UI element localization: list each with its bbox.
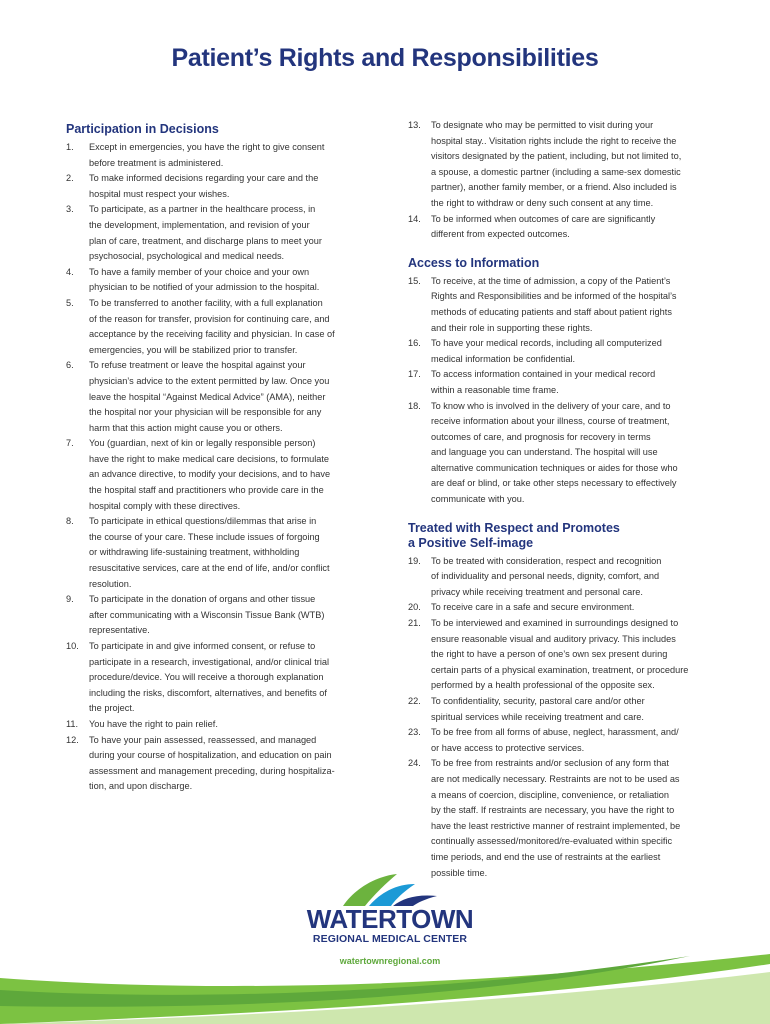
item-text-line: You have the right to pain relief. bbox=[89, 718, 218, 729]
item-text-line: psychosocial, psychological and medical needs. bbox=[89, 251, 285, 262]
item-number: 4. bbox=[66, 266, 74, 277]
list-item bbox=[408, 600, 708, 616]
item-text-line: possible time. bbox=[431, 867, 488, 878]
item-number: 20. bbox=[408, 602, 421, 613]
item-text-line: hospital comply with these directives. bbox=[89, 500, 241, 511]
item-text-line: plan of care, treatment, and discharge plans to meet your bbox=[89, 235, 322, 246]
item-number: 5. bbox=[66, 297, 74, 308]
item-text-line: a means of coercion, discipline, convenience, or retaliation bbox=[431, 789, 669, 800]
item-text-line: visitors designated by the patient, including, but not limited to, bbox=[431, 151, 682, 162]
item-text-line: To have your pain assessed, reassessed, and managed bbox=[89, 734, 317, 745]
item-text-line: or withdrawing life-sustaining treatment, withholding bbox=[89, 547, 300, 558]
list-item bbox=[408, 118, 708, 212]
section-heading-respect-line1: Treated with Respect and Promotes bbox=[408, 520, 620, 535]
rights-list-respect bbox=[408, 554, 708, 881]
list-item bbox=[408, 756, 708, 881]
item-number: 22. bbox=[408, 696, 421, 706]
list-item bbox=[408, 554, 708, 601]
list-item bbox=[66, 202, 366, 264]
list-item bbox=[66, 140, 366, 171]
item-text-line: during your course of hospitalization, and education on pain bbox=[89, 750, 332, 761]
item-text-line: To be free from restraints and/or seclusion of any form that bbox=[431, 758, 669, 769]
item-text-line: of the reason for transfer, provision for continuing care, and bbox=[89, 313, 330, 324]
section-heading-respect-line2: a Positive Self-image bbox=[408, 535, 534, 550]
item-text-line: receive information about your illness, course of treatment, bbox=[431, 416, 670, 427]
item-text-line: To confidentiality, security, pastoral care and/or other bbox=[431, 696, 645, 706]
item-number: 23. bbox=[408, 727, 421, 738]
item-text-line: To access information contained in your medical record bbox=[431, 369, 656, 380]
item-number: 14. bbox=[408, 213, 421, 224]
item-text-line: To receive care in a safe and secure environment. bbox=[431, 602, 635, 613]
item-text-line: You (guardian, next of kin or legally responsible person) bbox=[89, 438, 316, 449]
list-item bbox=[66, 639, 366, 717]
list-item bbox=[408, 694, 708, 725]
item-text-line: hospital stay.. Visitation rights include the right to receive the bbox=[431, 135, 677, 146]
item-text-line: To be informed when outcomes of care are significantly bbox=[431, 213, 656, 224]
item-text-line: resolution. bbox=[89, 578, 132, 589]
section-heading-access: Access to Information bbox=[408, 255, 540, 270]
list-item bbox=[408, 367, 708, 398]
list-item bbox=[408, 399, 708, 508]
section-heading-respect bbox=[408, 521, 708, 551]
item-text-line: ensure reasonable visual and auditory privacy. This includes bbox=[431, 633, 676, 644]
rights-list bbox=[66, 140, 366, 795]
list-item bbox=[66, 717, 366, 733]
item-text-line: and their role in supporting these rights. bbox=[431, 322, 593, 333]
item-text-line: To participate in ethical questions/dilemmas that arise in bbox=[89, 516, 317, 527]
list-item bbox=[408, 725, 708, 756]
item-text-line: an advance directive, to modify your decisions, and to have bbox=[89, 469, 331, 480]
item-text-line: To be treated with consideration, respect and recognition bbox=[431, 555, 662, 566]
item-text-line: acceptance by the receiving facility and physician. In case of bbox=[89, 329, 335, 340]
item-text-line: the development, implementation, and revision of your bbox=[89, 219, 310, 230]
right-column bbox=[408, 118, 708, 881]
item-text-line: have the right to make medical care decisions, to formulate bbox=[89, 453, 330, 464]
list-item bbox=[66, 296, 366, 358]
list-item bbox=[66, 733, 366, 795]
item-text-line: To know who is involved in the delivery of your care, and to bbox=[431, 400, 671, 411]
item-number: 9. bbox=[66, 594, 74, 605]
rights-list-access bbox=[408, 274, 708, 508]
item-text-line: after communicating with a Wisconsin Tissue Bank (WTB) bbox=[89, 609, 325, 620]
item-text-line: time periods, and end the use of restraints at the earliest bbox=[431, 851, 661, 862]
rights-list-continued bbox=[408, 118, 708, 243]
item-text-line: hospital must respect your wishes. bbox=[89, 188, 230, 199]
item-text-line: by the staff. If restraints are necessary, you have the right to bbox=[431, 805, 675, 816]
item-number: 3. bbox=[66, 204, 74, 215]
item-text-line: To refuse treatment or leave the hospital against your bbox=[89, 360, 306, 371]
list-item bbox=[408, 212, 708, 243]
section-heading-participation: Participation in Decisions bbox=[66, 122, 219, 136]
item-text-line: To make informed decisions regarding your care and the bbox=[89, 173, 319, 184]
left-column bbox=[66, 122, 366, 795]
item-text-line: To have a family member of your choice and your own bbox=[89, 266, 310, 277]
item-number: 13. bbox=[408, 120, 421, 130]
item-text-line: To be free from all forms of abuse, neglect, harassment, and/ bbox=[431, 727, 679, 738]
item-text-line: physician’s advice to the extent permitted by law. Once you bbox=[89, 375, 330, 386]
item-text-line: leave the hospital “Against Medical Advice” (AMA), neither bbox=[89, 391, 326, 402]
item-text-line: partner), another family member, or a friend. Also included is bbox=[431, 182, 677, 193]
list-item bbox=[66, 514, 366, 592]
item-text-line: privacy while receiving treatment and personal care. bbox=[431, 586, 643, 597]
item-text-line: participate in a research, investigational, and/or clinical trial bbox=[89, 656, 330, 667]
item-text-line: resuscitative services, care at the end of life, and/or conflict bbox=[89, 563, 330, 574]
item-text-line: performed by a health professional of the opposite sex. bbox=[431, 680, 655, 691]
item-text-line: communicate with you. bbox=[431, 494, 525, 505]
item-text-line: including the risks, discomfort, alternatives, and benefits of bbox=[89, 687, 327, 698]
item-number: 18. bbox=[408, 400, 421, 411]
item-text-line: To be interviewed and examined in surroundings designed to bbox=[431, 618, 679, 629]
item-text-line: To participate, as a partner in the healthcare process, in bbox=[89, 204, 316, 215]
item-text-line: the right to have a person of one’s own sex present during bbox=[431, 649, 668, 660]
item-number: 12. bbox=[66, 734, 79, 745]
item-number: 7. bbox=[66, 438, 74, 449]
logo-subtitle: REGIONAL MEDICAL CENTER bbox=[312, 933, 468, 945]
item-number: 6. bbox=[66, 360, 74, 371]
item-text-line: emergencies, you will be stabilized prior to transfer. bbox=[89, 344, 298, 355]
item-number: 2. bbox=[66, 173, 74, 184]
website-link[interactable]: watertownregional.com bbox=[339, 956, 441, 966]
item-text-line: To receive, at the time of admission, a copy of the Patient’s bbox=[431, 275, 671, 286]
item-number: 8. bbox=[66, 516, 74, 527]
item-text-line: the right to withdraw or deny such consent at any time. bbox=[431, 197, 654, 208]
list-item bbox=[66, 265, 366, 296]
item-text-line: methods of educating patients and staff about patient rights bbox=[431, 306, 672, 317]
item-number: 24. bbox=[408, 758, 421, 769]
item-text-line: To participate in the donation of organs and other tissue bbox=[89, 594, 316, 605]
item-text-line: To have your medical records, including all computerized bbox=[431, 338, 662, 349]
item-text-line: within a reasonable time frame. bbox=[431, 384, 559, 395]
list-item bbox=[408, 274, 708, 336]
list-item bbox=[66, 436, 366, 514]
item-text-line: representative. bbox=[89, 625, 150, 636]
list-item bbox=[66, 171, 366, 202]
item-text-line: continually assessed/monitored/re-evaluated within specific bbox=[431, 836, 673, 847]
green-swoosh-decoration bbox=[0, 950, 770, 1024]
item-text-line: a spouse, a domestic partner (including a same-sex domestic bbox=[431, 166, 681, 177]
item-number: 17. bbox=[408, 369, 421, 380]
item-text-line: assessment and management preceding, during hospitaliza- bbox=[89, 765, 335, 776]
list-item bbox=[408, 616, 708, 694]
item-text-line: before treatment is administered. bbox=[89, 157, 224, 168]
item-text-line: physician to be notified of your admission to the hospital. bbox=[89, 282, 320, 293]
item-number: 16. bbox=[408, 338, 421, 349]
list-item bbox=[66, 592, 366, 639]
item-number: 10. bbox=[66, 641, 79, 651]
item-text-line: different from expected outcomes. bbox=[431, 229, 570, 240]
item-text-line: harm that this action might cause you or others. bbox=[89, 422, 283, 433]
item-text-line: the hospital staff and practitioners who provide care in the bbox=[89, 485, 324, 496]
item-text-line: Except in emergencies, you have the right to give consent bbox=[89, 142, 325, 152]
logo-wordmark: WATERTOWN bbox=[306, 904, 474, 934]
item-text-line: To designate who may be permitted to visit during your bbox=[431, 120, 654, 130]
item-number: 21. bbox=[408, 618, 421, 629]
item-number: 11. bbox=[66, 718, 79, 729]
item-text-line: spiritual services while receiving treatment and care. bbox=[431, 711, 644, 722]
item-text-line: are not medically necessary. Restraints are not to be used as bbox=[431, 773, 680, 784]
item-text-line: the hospital nor your physician will be responsible for any bbox=[89, 407, 322, 418]
list-item bbox=[408, 336, 708, 367]
item-text-line: are deaf or blind, or take other steps necessary to effectively bbox=[431, 478, 677, 489]
item-text-line: or have access to protective services. bbox=[431, 742, 585, 753]
item-number: 15. bbox=[408, 275, 421, 286]
item-number: 19. bbox=[408, 555, 421, 566]
item-text-line: To participate in and give informed consent, or refuse to bbox=[89, 641, 316, 651]
item-text-line: certain parts of a physical examination, treatment, or procedure bbox=[431, 664, 689, 675]
item-text-line: medical information be confidential. bbox=[431, 353, 576, 364]
item-text-line: To be transferred to another facility, with a full explanation bbox=[89, 297, 323, 308]
item-text-line: the project. bbox=[89, 703, 135, 714]
item-text-line: the course of your care. These include issues of forgoing bbox=[89, 531, 320, 542]
item-text-line: Rights and Responsibilities and be informed of the hospital’s bbox=[431, 291, 677, 302]
item-text-line: of individuality and personal needs, dignity, comfort, and bbox=[431, 571, 660, 582]
item-text-line: tion, and upon discharge. bbox=[89, 781, 193, 792]
item-text-line: procedure/device. You will receive a thorough explanation bbox=[89, 672, 324, 683]
item-text-line: outcomes of care, and prognosis for recovery in terms bbox=[431, 431, 651, 442]
list-item bbox=[66, 358, 366, 436]
item-text-line: alternative communication techniques or aides for those who bbox=[431, 462, 678, 473]
item-text-line: have the least restrictive manner of restraint implemented, be bbox=[431, 820, 681, 831]
page-title: Patient’s Rights and Responsibilities bbox=[171, 44, 599, 72]
item-number: 1. bbox=[66, 142, 74, 152]
item-text-line: and language you can understand. The hospital will use bbox=[431, 447, 658, 458]
